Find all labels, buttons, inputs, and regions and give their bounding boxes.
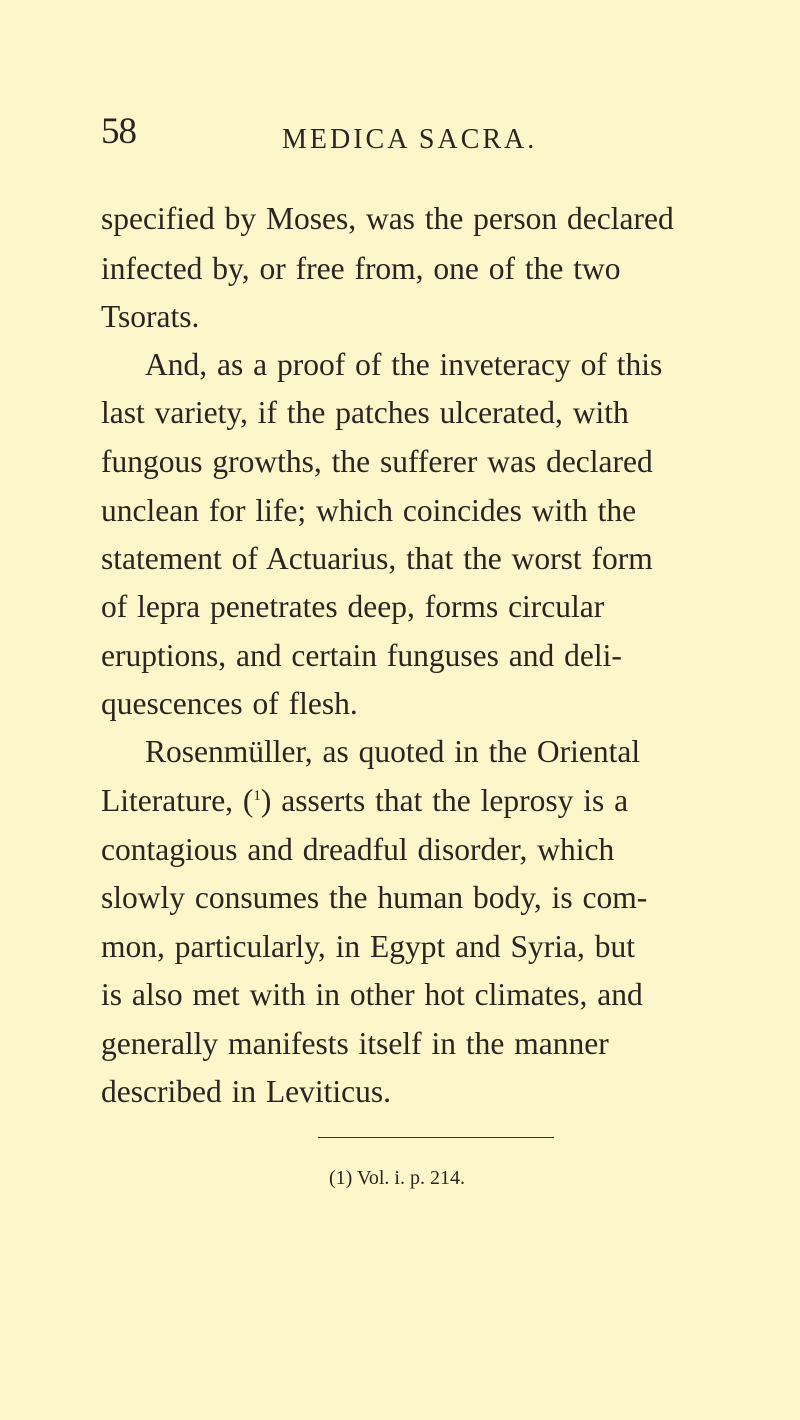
- text-line: of lepra penetrates deep, forms circular: [101, 589, 605, 624]
- paragraph-start-line: And, as a proof of the inveteracy of this: [145, 347, 663, 382]
- running-title: MEDICA SACRA.: [282, 124, 538, 155]
- footnote-separator: [318, 1137, 554, 1138]
- text-line: slowly consumes the human body, is com-: [101, 880, 648, 915]
- page-number: 58: [101, 111, 136, 152]
- text-line: contagious and dreadful disorder, which: [101, 832, 615, 867]
- text-line: infected by, or free from, one of the two: [101, 251, 621, 286]
- text-line-with-footnote-ref: [101, 785, 628, 817]
- text-segment: ) asserts that the leprosy is a: [260, 783, 629, 818]
- text-line: is also met with in other hot climates, and: [101, 977, 643, 1012]
- text-line: statement of Actuarius, that the worst form: [101, 541, 653, 576]
- footnote-reference: 1: [253, 788, 261, 804]
- text-segment: Literature, (: [101, 783, 254, 818]
- text-line: fungous growths, the sufferer was declared: [101, 444, 653, 479]
- text-line: described in Leviticus.: [101, 1074, 392, 1109]
- text-line: eruptions, and certain funguses and deli-: [101, 638, 622, 673]
- text-line: mon, particularly, in Egypt and Syria, but: [101, 929, 635, 964]
- text-line: unclean for life; which coincides with the: [101, 493, 637, 528]
- text-line: quescences of flesh.: [101, 686, 358, 721]
- footnote: (1) Vol. i. p. 214.: [329, 1167, 465, 1189]
- text-line: last variety, if the patches ulcerated, with: [101, 395, 629, 430]
- text-line: generally manifests itself in the manner: [101, 1026, 609, 1061]
- text-line: Tsorats.: [101, 299, 200, 334]
- paragraph-start-line: Rosenmüller, as quoted in the Oriental: [145, 734, 641, 769]
- text-line: specified by Moses, was the person declared: [101, 201, 674, 236]
